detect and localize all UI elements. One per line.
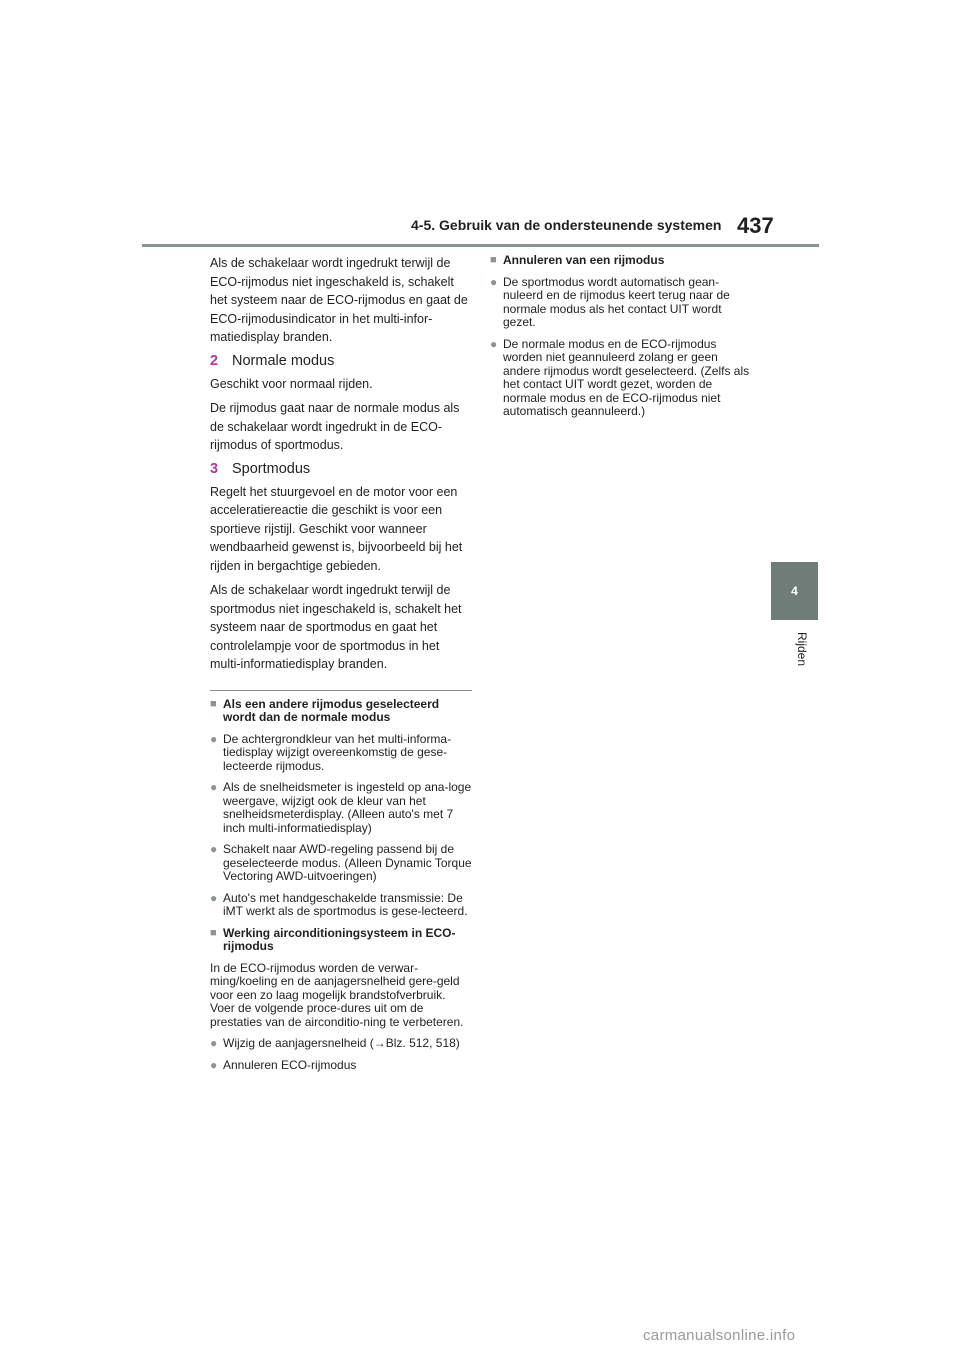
square-bullet-icon: ■ [210, 926, 217, 939]
note-heading [210, 698, 472, 725]
bullet-item [210, 1037, 472, 1051]
header-divider [142, 244, 819, 247]
circle-bullet-icon: ● [210, 890, 218, 905]
bullet-item [210, 843, 472, 884]
bullet-item [210, 733, 472, 774]
bullet-item [210, 892, 472, 919]
circle-bullet-icon: ● [210, 1057, 218, 1072]
bullet-text: Auto's met handgeschakelde transmissie: De iMT werkt als de sportmodus is gese-lecteerd. [223, 890, 468, 918]
square-bullet-icon: ■ [210, 697, 217, 710]
bullet-item [490, 276, 752, 330]
bullet-text: Wijzig de aanjagersnelheid (→Blz. 512, 518) [223, 1036, 460, 1050]
note-heading [210, 927, 472, 954]
right-column [490, 254, 752, 427]
site-watermark[interactable]: carmanualsonline.info [643, 1327, 796, 1344]
section-heading-normal [210, 353, 472, 369]
chapter-tab: 4 [771, 562, 818, 620]
section-heading-sport [210, 461, 472, 477]
note-text: In de ECO-rijmodus worden de verwar-ming/koeling en de aanjagersnelheid gere-geld voor een zo laag mogelijk brandstofverbruik. Voer de volgende proce-dures uit om de prestaties van de airconditio-ning te verbeteren. [210, 960, 464, 1029]
section-number: 3 [210, 460, 219, 477]
bullet-text: De sportmodus wordt automatisch gean-nuleerd en de rijmodus keert terug naar de normale modus als het contact UIT wordt gezet. [503, 274, 730, 329]
bullet-text: De normale modus en de ECO-rijmodus worden niet geannuleerd zolang er geen andere rijmodus wordt geselecteerd. (Zelfs als het contact UIT wordt gezet, worden de normale modus en de ECO-rijmodus niet automatisch geannuleerd.) [503, 336, 750, 418]
section-title: Normale modus [232, 352, 335, 369]
note-heading-text: Als een andere rijmodus geselecteerd wordt dan de normale modus [223, 696, 440, 724]
chapter-label: Rijden [795, 632, 809, 667]
section-divider [210, 690, 472, 691]
section-title: Sportmodus [232, 460, 311, 477]
paragraph: De rijmodus gaat naar de normale modus als de schakelaar wordt ingedrukt in de ECO-rijmodus of sportmodus. [210, 401, 460, 452]
intro-paragraph: Als de schakelaar wordt ingedrukt terwijl de ECO-rijmodus niet ingeschakeld is, schakelt het systeem naar de ECO-rijmodus en gaat de ECO-rijmodusindicator in het multi-infor-matiedisplay branden. [210, 256, 468, 344]
bullet-text: Als de snelheidsmeter is ingesteld op ana-loge weergave, wijzigt ook de kleur van het snelheidsmeterdisplay. (Alleen auto's met 7 inch multi-informatiedisplay) [223, 780, 472, 835]
bullet-item [490, 338, 752, 419]
note-heading-text: Annuleren van een rijmodus [503, 253, 665, 267]
bullet-item [210, 1059, 472, 1073]
bullet-item [210, 781, 472, 835]
page-number: 437 [737, 213, 774, 238]
note-heading [490, 254, 752, 268]
paragraph: Als de schakelaar wordt ingedrukt terwijl de sportmodus niet ingeschakeld is, schakelt het systeem naar de sportmodus en gaat het controlelampje voor de sportmodus in het multi-informatiedisplay branden. [210, 583, 462, 671]
bullet-text: Annuleren ECO-rijmodus [223, 1057, 357, 1072]
paragraph: Regelt het stuurgevoel en de motor voor een acceleratiereactie die geschikt is voor een sportieve rijstijl. Geschikt voor wanneer wendbaarheid gewenst is, bijvoorbeeld bij het rijden in bergachtige gebieden. [210, 484, 463, 573]
circle-bullet-icon: ● [490, 274, 498, 289]
bullet-text: De achtergrondkleur van het multi-informa-tiedisplay wijzigt overeenkomstig de gese-lecteerde rijmodus. [223, 731, 452, 773]
circle-bullet-icon: ● [210, 731, 218, 746]
circle-bullet-icon: ● [210, 780, 218, 794]
bullet-text: Schakelt naar AWD-regeling passend bij de geselecteerde modus. (Alleen Dynamic Torque Vectoring AWD-uitvoeringen) [223, 842, 472, 883]
section-number: 2 [210, 352, 219, 369]
running-header: 4-5. Gebruik van de ondersteunende systemen [411, 217, 722, 233]
note-heading-text: Werking airconditioningsysteem in ECO-rijmodus [223, 925, 456, 953]
circle-bullet-icon: ● [490, 336, 498, 351]
circle-bullet-icon: ● [210, 1036, 218, 1050]
square-bullet-icon: ■ [490, 254, 497, 266]
circle-bullet-icon: ● [210, 842, 218, 856]
left-column [210, 254, 472, 1080]
paragraph: Geschikt voor normaal rijden. [210, 376, 373, 391]
